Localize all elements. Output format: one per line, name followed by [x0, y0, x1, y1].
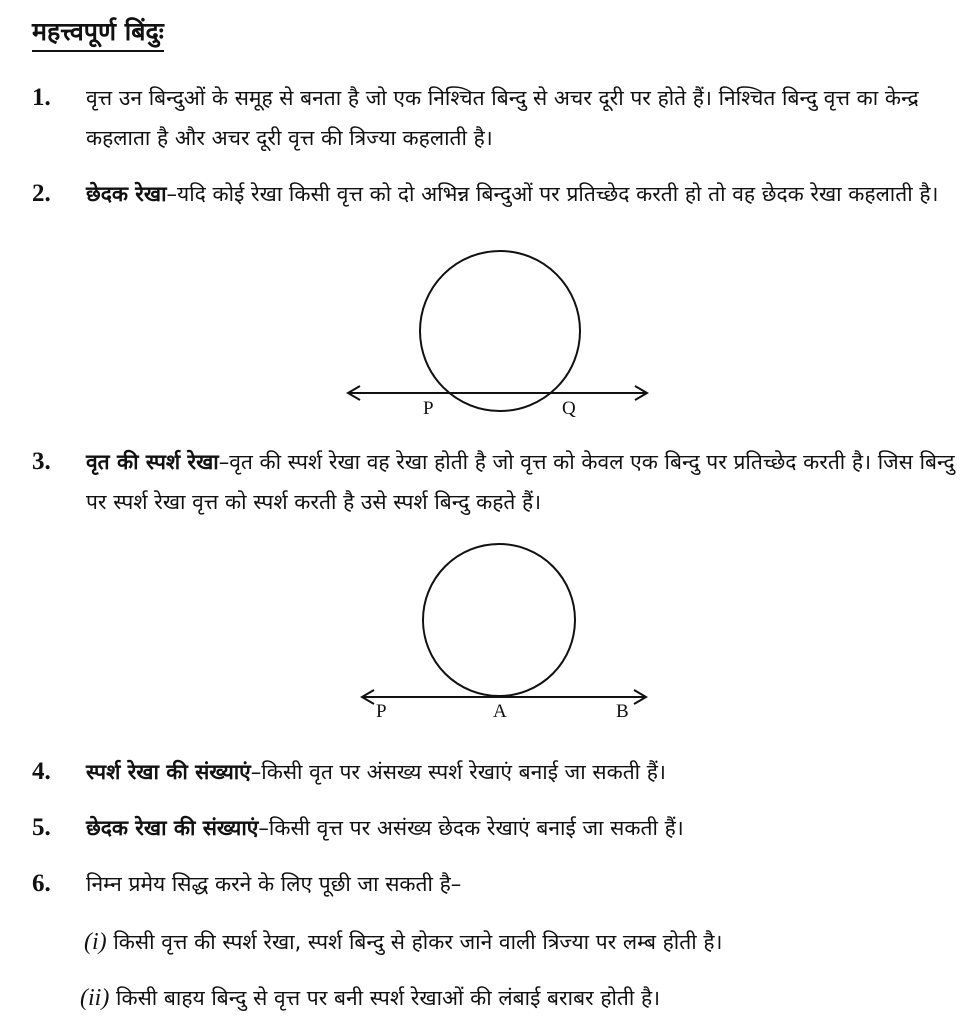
label-a: A — [493, 701, 507, 722]
label-p: P — [376, 701, 387, 722]
sub-point-i — [84, 922, 722, 962]
point-3 — [32, 442, 957, 522]
circle — [420, 251, 580, 411]
point-number: 5. — [32, 814, 51, 841]
sub-point-text: किसी बाहय बिन्दु से वृत्त पर बनी स्पर्श रेखाओं की लंबाई बराबर होती है। — [116, 986, 661, 1010]
point-4 — [32, 752, 957, 792]
label-p: P — [423, 398, 434, 419]
section-heading: महत्त्वपूर्ण बिंदुः — [32, 14, 164, 52]
point-number: 6. — [32, 870, 51, 897]
point-title: छेदक रेखा की संख्याएं — [86, 816, 259, 840]
point-title: वृत की स्पर्श रेखा — [86, 450, 219, 474]
point-body: निम्न प्रमेय सिद्ध करने के लिए पूछी जा सकती है– — [86, 872, 462, 896]
point-body: वृत्त उन बिन्दुओं के समूह से बनता है जो एक निश्चित बिन्दु से अचर दूरी पर होते हैं। निश्चित बिन्दु वृत्त का केन्द्र कहलाता है और अचर दूरी वृत्त की त्रिज्या कहलाती है। — [86, 86, 919, 150]
sub-point-text: किसी वृत्त की स्पर्श रेखा, स्पर्श बिन्दु से होकर जाने वाली त्रिज्या पर लम्ब होती है। — [113, 930, 723, 954]
point-body: –किसी वृत पर अंसख्य स्पर्श रेखाएं बनाई जा सकती हैं। — [250, 760, 666, 784]
label-q: Q — [562, 398, 576, 419]
point-text — [86, 808, 957, 848]
point-text — [86, 752, 957, 792]
point-5 — [32, 808, 957, 848]
point-number: 4. — [32, 758, 51, 785]
sub-point-ii — [80, 978, 660, 1018]
point-body: –वृत की स्पर्श रेखा वह रेखा होती है जो वृत्त को केवल एक बिन्दु पर प्रतिच्छेद करती है। जिस बिन्दु पर स्पर्श रेखा वृत्त को स्पर्श करती है उसे स्पर्श बिन्दु कहते हैं। — [86, 450, 955, 514]
point-number: 2. — [32, 180, 51, 207]
point-6 — [32, 864, 957, 904]
point-text — [86, 442, 957, 522]
point-title: छेदक रेखा — [86, 182, 167, 206]
sub-point-label: (i) — [84, 929, 107, 955]
point-title: स्पर्श रेखा की संख्याएं — [86, 760, 251, 784]
point-text — [86, 864, 957, 904]
circle — [423, 544, 575, 696]
label-b: B — [616, 701, 629, 722]
point-body: –किसी वृत्त पर असंख्य छेदक रेखाएं बनाई जा सकती हैं। — [258, 816, 684, 840]
point-body: –यदि कोई रेखा किसी वृत्त को दो अभिन्न बिन्दुओं पर प्रतिच्छेद करती हो तो वह छेदक रेखा कहलाती है। — [166, 182, 939, 206]
sub-point-label: (ii) — [80, 985, 110, 1011]
point-number: 1. — [32, 84, 51, 111]
point-number: 3. — [32, 448, 51, 475]
